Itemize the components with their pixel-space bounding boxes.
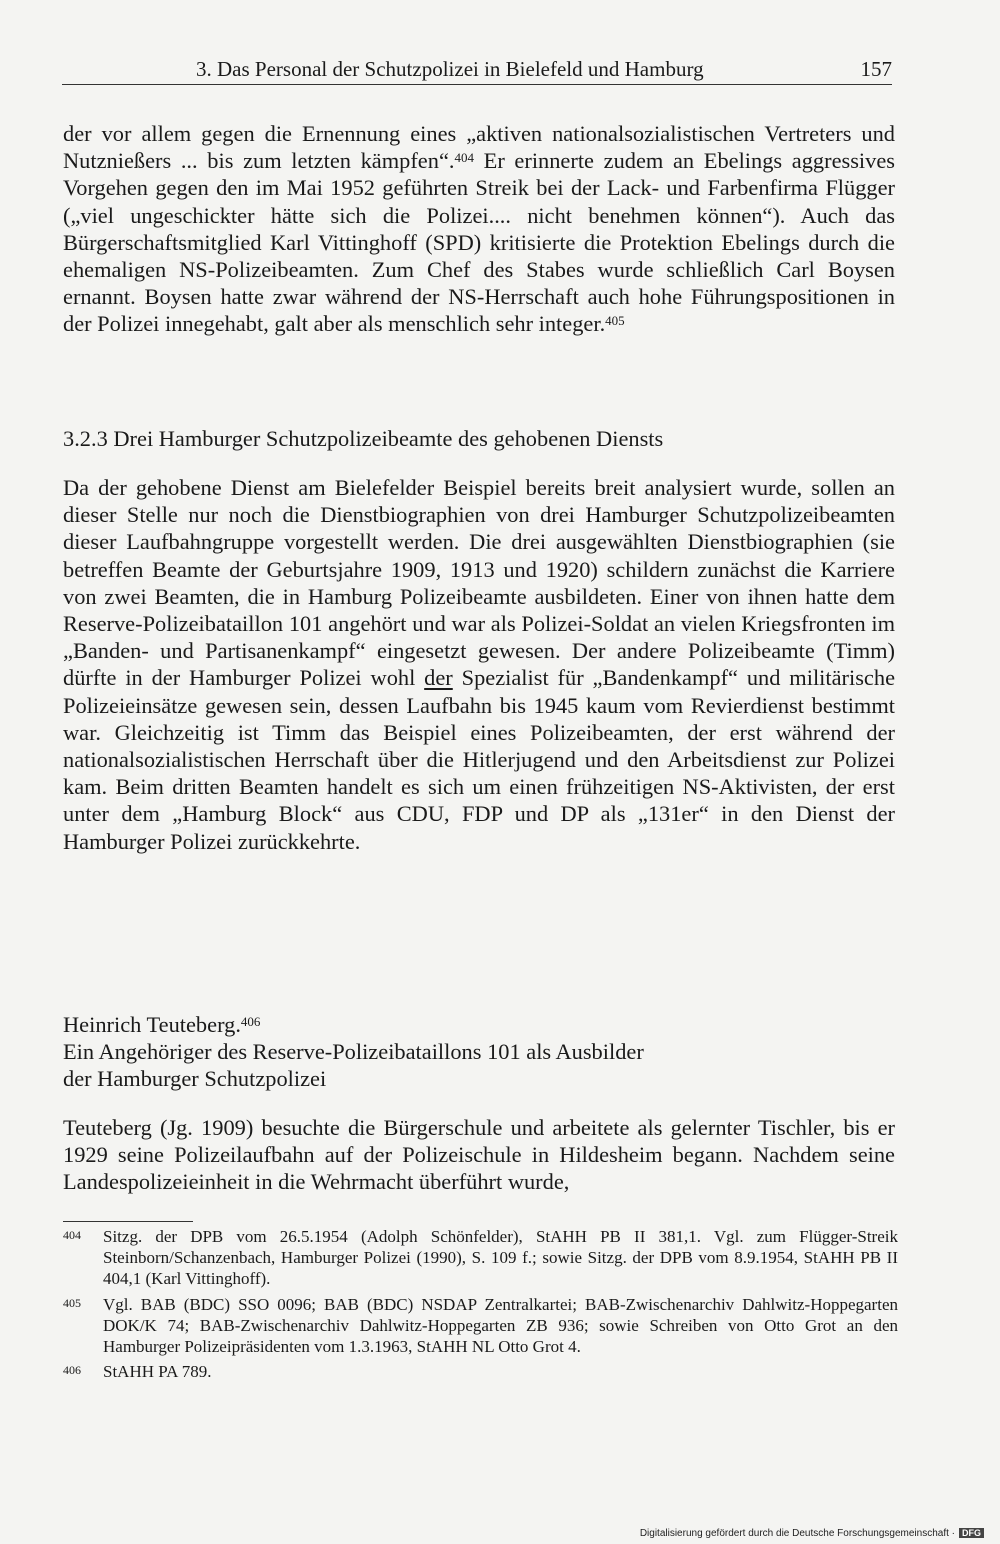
footnote-text: StAHH PA 789. [103,1362,212,1382]
footnote-ref-405[interactable]: 405 [605,313,625,329]
footnote-mark: 406 [63,1363,81,1378]
emphasis-der: der [424,665,453,691]
paragraph-2-text-a: Da der gehobene Dienst am Bielefelder Beispiel bereits breit analysiert wurde, sollen an dieser Stelle nur noch die Dienstbiographien von drei Hamburger Schutzpolizeibeamten dieser Laufbahngruppe vorgestellt werden. Die drei ausgewählten Dienstbiographien (sie betreffen Beamte der Geburtsjahre 1909, 1913 und 1920) schildern zunächst die Karriere von zwei Beamten, die in Hamburg Polizeibeamte ausbildeten. Einer von ihnen hatte dem Reserve-Polizeibataillon 101 angehört und war als Polizei-Soldat an vielen Kriegsfronten im „Banden- und Partisanenkampf“ eingesetzt gewesen. Der andere Polizeibeamte (Timm) dürfte in der Hamburger Polizei wohl [63,475,895,691]
footnote-mark: 404 [63,1228,81,1242]
paragraph-3 [63,1114,895,1196]
running-title: 3. Das Personal der Schutzpolizei in Bielefeld und Hamburg [196,57,704,81]
footnote-divider [63,1221,193,1222]
biography-subtitle-1: Ein Angehöriger des Reserve-Polizeibataillons 101 als Ausbilder [63,1039,644,1065]
footnote-ref-404[interactable]: 404 [454,150,474,166]
credit-text: Digitalisierung gefördert durch die Deutsche Forschungsgemeinschaft · [639,1528,955,1539]
footnotes [63,1226,898,1386]
paragraph-1 [63,120,895,338]
running-header [62,58,892,85]
dfg-logo: DFG [959,1528,984,1538]
footnote-405 [63,1294,898,1358]
page-number: 157 [860,57,892,81]
paragraph-2 [63,474,895,855]
footnote-mark: 405 [63,1295,81,1310]
paragraph-1-text-a: der vor allem gegen die Ernennung eines „aktiven nationalsozialistischen Vertreters und Nutznießers ... bis zum letzten kämpfen“. [63,121,895,174]
footnote-ref-406[interactable]: 406 [240,1014,261,1029]
biography-heading [63,1011,644,1093]
footnote-404 [63,1226,898,1290]
footnote-406 [63,1361,898,1382]
paragraph-2-text-b: Spezialist für „Bandenkampf“ und militärische Polizeieinsätze gewesen sein, dessen Laufbahn bis 1945 kaum vom Revierdienst bestimmt war. Gleichzeitig ist Timm das Beispiel eines Polizeibeamten, der erst während der nationalsozialistischen Herrschaft über die Hitlerjugend und den Arbeitsdienst zur Polizei kam. Beim dritten Beamten handelt es sich um einen frühzeitigen NS-Aktivisten, der erst unter dem „Hamburg Block“ aus CDU, FDP und DP als „131er“ in den Dienst der Hamburger Polizei zurückkehrte. [63,665,896,854]
biography-name: Heinrich Teuteberg. [63,1012,241,1037]
section-heading: 3.2.3 Drei Hamburger Schutzpolizeibeamte des gehobenen Diensts [63,426,664,451]
paragraph-3-text: Teuteberg (Jg. 1909) besuchte die Bürgerschule und arbeitete als gelernter Tischler, bis er 1929 seine Polizeilaufbahn auf der Polizeischule in Hildesheim begann. Nachdem seine Landespolizeieinheit in die Wehrmacht überführt wurde, [63,1115,895,1195]
footnote-text: Vgl. BAB (BDC) SSO 0096; BAB (BDC) NSDAP Zentralkartei; BAB-Zwischenarchiv Dahlwitz-Hoppegarten DOK/K 74; BAB-Zwischenarchiv Dahlwitz-Hoppegarten ZB 936; sowie Schreiben von Otto Grot an den Hamburger Polizeipräsidenten vom 1.3.1963, StAHH NL Otto Grot 4. [103,1294,898,1357]
digitization-credit [640,1528,984,1539]
footnote-text: Sitzg. der DPB vom 26.5.1954 (Adolph Schönfelder), StAHH PB II 381,1. Vgl. zum Flügger-Streik Steinborn/Schanzenbach, Hamburger Polizei (1990), S. 109 f.; sowie Sitzg. der DPB vom 8.9.1954, StAHH PB II 404,1 (Karl Vittinghoff). [103,1227,898,1289]
paragraph-1-text-b: Er erinnerte zudem an Ebelings aggressives Vorgehen gegen den im Mai 1952 geführten Streik bei der Lack- und Farbenfirma Flügger („viel ungeschickter hätte sich die Polizei.... nicht benehmen können“). Auch das Bürgerschaftsmitglied Karl Vittinghoff (SPD) kritisierte die Protektion Ebelings durch die ehemaligen NS-Polizeibeamten. Zum Chef des Stabes wurde schließlich Carl Boysen ernannt. Boysen hatte zwar während der NS-Herrschaft auch hohe Führungspositionen in der Polizei innegehabt, galt aber als menschlich sehr integer. [63,148,896,337]
biography-subtitle-2: der Hamburger Schutzpolizei [63,1066,327,1092]
